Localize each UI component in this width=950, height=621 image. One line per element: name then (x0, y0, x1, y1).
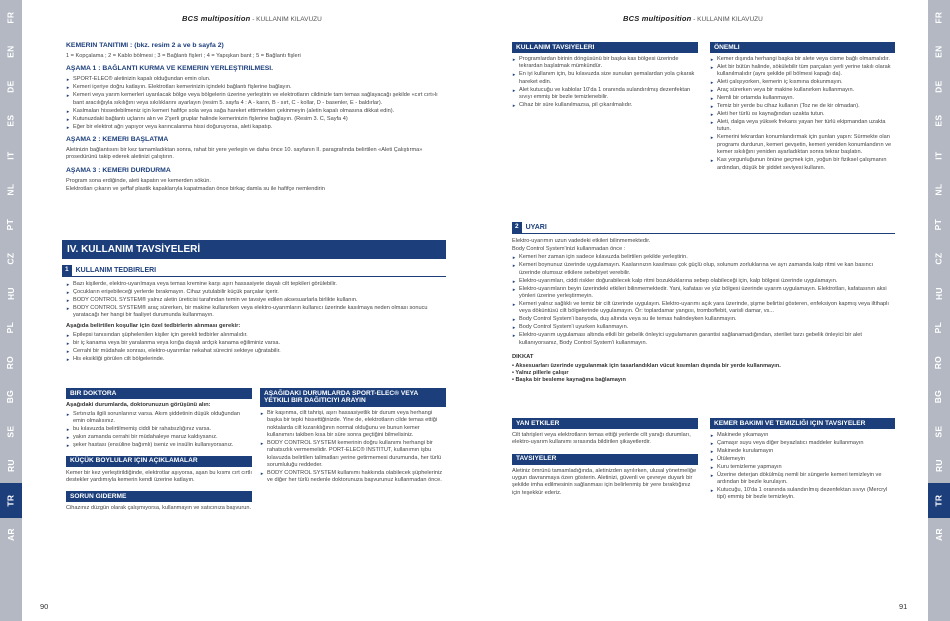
lang-tab-label: HU (933, 286, 944, 300)
lang-tab-se[interactable] (0, 414, 22, 449)
lang-tab-de[interactable] (0, 69, 22, 104)
lang-tab-label: RU (5, 459, 16, 473)
lang-tab-fr[interactable] (928, 0, 950, 35)
page-header-left (182, 14, 322, 25)
lang-tab-label: RO (5, 355, 16, 369)
doctor-box-title: BIR DOKTORA (66, 388, 252, 399)
usage-list (512, 56, 698, 109)
page-header-right (623, 14, 763, 25)
section-header-warning (512, 222, 895, 234)
list-item: ► Bazı kişilerde, elektro-uyarılmaya veya temas kremine karşı aşırı hassasiyete dayalı cilt tepkileri görülebilir. (66, 281, 446, 288)
lang-tab-cz[interactable] (928, 242, 950, 277)
lang-tab-tr[interactable] (0, 483, 22, 518)
list-item: ► Cihaz bir süre kullanılmazsa, pil çıkarılmalıdır. (512, 102, 698, 109)
lang-tab-pt[interactable] (0, 207, 22, 242)
troubleshoot-box-title: SORUN GIDERME (66, 491, 252, 502)
lang-tab-hu[interactable] (928, 276, 950, 311)
list-item: ► Eğer bir elektrot ağrı yapıyor veya karıncalanma hissi doğuruyorsa, aleti kapatıp. (66, 124, 446, 131)
list-item: ► Kemeri veya yarım kemerleri uyarılacak bölge veya bölgelerin üzerine yerleştirin ve elektrotların cildinizle tam temas sağlayacağı şekilde «cırt cırt»lı bant aracılığıyla sıkılığını veya sıkılıklarını ayarlayın (resim 5. sayfa 4 : A - karın, B - sırt, C - kollar, D - basenler, E - baldırlar). (66, 92, 446, 107)
list-item: ► Elektro-uyarım uygulaması altında etkili bir gebelik önleyici uygulamanın garantisi sağlanamadığından, steriliet tarzı gebelik önleyici bir alet kullanıyorsanız, Body Control System'i kullanmayın. (512, 332, 895, 347)
precautions-list (62, 281, 446, 320)
lang-tab-de[interactable] (928, 69, 950, 104)
section-title: UYARI (525, 223, 547, 231)
lang-tab-label: SE (933, 425, 944, 438)
language-tabs-right (928, 0, 950, 621)
caution-line: • Yalnız pillerle çalışır (512, 370, 569, 376)
doctor-subtitle: Aşağıdaki durumlarda, doktorunuzun görüşünü alın: (66, 401, 211, 408)
list-item: ► Kemeri boynunuz üzerinde uygulamayın. Kaslarınızın kasılması çok güçlü olup, solunum zorluklarına ve ayrı zamanda kalp ritmi ve kan basıncı üzerinde olumsuz etkilere sebebiyet verebilir. (512, 262, 895, 277)
lang-tab-label: AR (5, 528, 16, 542)
list-item: ► Kutucuğu, 10'da 1 oranında sulandırılmış dezenfektan sıvıyı (Mercryl tipi) emmiş bir bezle temizleyin. (710, 487, 895, 502)
list-item: ► Body Control System'i uyurken kullanmayın. (512, 324, 895, 331)
list-item: ► Body Control System'i banyoda, duş altında veya su ile temas halindeyken kullanmayın. (512, 316, 895, 323)
list-item: ► Aleti çalışıyorken, kemerin iç kısmına dokunmayın. (710, 79, 895, 86)
list-item: ► Makinede kurulamayın (710, 448, 895, 455)
conditions-title: Aşağıda belirtilen koşullar için özel tedbirlerin alınması gerekir: (66, 323, 241, 330)
left-page-main (66, 42, 446, 194)
brand-logo: BCS multiposition (182, 14, 251, 23)
lang-tab-label: AR (933, 528, 944, 542)
lang-tab-ro[interactable] (0, 345, 22, 380)
lang-tab-label: NL (933, 183, 944, 196)
list-item: ► En iyi kullanım için, bu kılavuzda size sunulan şemalardan yola çıkarak hareket edin. (512, 71, 698, 86)
conditions-list (62, 332, 446, 363)
care-box-title: KEMER BAKIMI VE TEMIZLIĞI IÇIN TAVSIYELER (710, 418, 895, 429)
usage-box-title: KULLANIM TAVSIYELERI (512, 42, 698, 53)
list-item: ► Epilepsi tanısından şüphelenilen kişiler için gerekli tedbirler alınmalıdır. (66, 332, 446, 339)
lang-tab-it[interactable] (0, 138, 22, 173)
step1-title: AŞAMA 1 : BAĞLANTI KURMA VE KEMERIN YERLEŞTIRILMESI. (66, 65, 274, 73)
lang-tab-label: HU (5, 286, 16, 300)
page-number-right: 91 (899, 602, 908, 611)
lang-tab-pl[interactable] (928, 311, 950, 346)
section-header-precautions (62, 265, 446, 277)
side-effects-box-title: YAN ETKILER (512, 418, 698, 429)
right-lower-col-2 (710, 418, 895, 502)
left-lower-col-2 (260, 388, 446, 485)
lang-tab-label: PL (5, 322, 16, 334)
lang-tab-en[interactable] (0, 35, 22, 70)
lang-tab-pl[interactable] (0, 311, 22, 346)
language-tabs-left (0, 0, 22, 621)
left-lower-col-1 (66, 388, 252, 514)
page-number-left: 90 (40, 602, 49, 611)
lang-tab-nl[interactable] (928, 173, 950, 208)
step1-list (66, 76, 446, 131)
lang-tab-ru[interactable] (0, 449, 22, 484)
caution-text: Yalnız pillerle çalışır (515, 370, 569, 376)
list-item: ► Kaslmaları hissedebilmeniz için kemeri hafifçe sola veya sağa hareket ettirmekten çekinmeyin (aletin kapalı olmasına dikkat edin). (66, 108, 446, 115)
lang-tab-label: PL (933, 322, 944, 334)
lang-tab-se[interactable] (928, 414, 950, 449)
list-item: ► Kemeri yalnız sağlıklı ve temiz bir cilt üzerinde uygulayın. Elektro-uyarımı açık yara üzerinde, şişme belirtisi gösteren, enfeksiyon kapmış veya iltihaplı veya döküntüsü cilt bölgelerinde uygulamayın. Ör: toplardamar yangısı, tromboflebit, varisli damar, vs... (512, 301, 895, 316)
lang-tab-label: TR (5, 494, 16, 507)
list-item: ► Araç sürerken veya bir makine kullanırken kullanmayın. (710, 87, 895, 94)
list-item: ► Bir kaşınma, cilt tahrişi, aşırı hassasiyetlik bir durum veya herhangi başka bir tepki hissettiğinizde. Yine de, elektrotların cilde temas ettiği noktalarda cilt kızarıklığının normal olduğunu ve bunun kemer kullanımını takiben kısa bir süre sonra geçtiğini bilmelisiniz. (260, 410, 446, 440)
caution-text: Aksesuarları üzerinde uygulanmak için tasarlandıkları vücut kısımları dışında bir yerde kullanmayın. (515, 362, 781, 369)
lang-tab-tr[interactable] (928, 483, 950, 518)
step3-text-line: Elektrotları çıkarın ve şeffaf plastik kapaklarıyla kapatmadan önce birkaç damla su ile hafifçe nemlendirin (66, 185, 325, 192)
list-item: ► bir iç kanama veya bir yaralanma veya kırığa dayalı ardçık kanama eğiliminiz varsa. (66, 340, 446, 347)
list-item: ► Kuru temizleme yapmayın (710, 464, 895, 471)
lang-tab-label: PT (5, 218, 16, 230)
list-item: ► Kemerini tekrardan konumlandırmak için şunları yapın: Sürmekte olan programı durdurun, kemeri gevşetin, kemeri yeniden konumlandırın ve kemer sıkılığını yeniden ayarladıktan sonra tekrar başlatın. (710, 134, 895, 156)
lang-tab-label: SE (5, 425, 16, 438)
lang-tab-it[interactable] (928, 138, 950, 173)
list-item: ► Üzerine deterjan dökülmüş nemli bir süngerle kemeri temizleyin ve ardından bir bezle kurulayın. (710, 472, 895, 487)
list-item: ► Kemer dışında herhangi başka bir alete veya cisme bağlı olmamalıdır. (710, 56, 895, 63)
troubleshoot-text: Cihazınız düzgün olarak çalışmıyorsa, kullanmayın ve satıcınıza başvurun. (66, 505, 251, 512)
list-item: ► Elektro-uyarımların beyin üzerindeki etkileri bilinmemektedir. Yani, kafatası ve yüz bölgesi üzerinde uyarım uygulamayın. Elektrotları, kafatasının aksi yönleri üzerine yerleştirmeyin. (512, 286, 895, 301)
lang-tab-es[interactable] (0, 104, 22, 139)
lang-tab-fr[interactable] (0, 0, 22, 35)
lang-tab-hu[interactable] (0, 276, 22, 311)
caution-text: Başka bir besleme kaynağına bağlamayın (515, 377, 626, 384)
lang-tab-label: FR (5, 11, 16, 24)
list-item: ► Kutunuzdaki bağlantı uçlarını alın ve 2'şerli gruplar halinde kemerinizin fişlerine bağlayın. (Resim 3. C, Sayfa 4) (66, 116, 446, 123)
step3-text-line: Program sona erdiğinde, aleti kapatın ve kemerden sökün. (66, 177, 211, 184)
lang-tab-label: ES (933, 114, 944, 127)
lang-tab-label: BG (933, 390, 944, 404)
lang-tab-pt[interactable] (928, 207, 950, 242)
warning-intro-line: Elektro-uyarımın uzun vadedeki etkileri bilinmemektedir. (512, 237, 651, 244)
list-item: ► His eksikliği görülen cilt bölgelerinde. (66, 356, 446, 363)
lang-tab-ru[interactable] (928, 449, 950, 484)
right-col-important (710, 42, 895, 172)
list-item: ► BODY CONTROL SYSTEM® araç sürerken, bir makine kullanırken veya elektro-uyarımların kullanıcı üzerinde kasılmaya neden olması sonucu yaratacağı her hangi bir faaliyet durumunda kullanmayın. (66, 305, 446, 320)
lang-tab-nl[interactable] (0, 173, 22, 208)
recommendations-box-title: TAVSIYELER (512, 454, 698, 465)
lang-tab-label: BG (5, 390, 16, 404)
lang-tab-label: TR (933, 494, 944, 507)
list-item: ► Temiz bir yerde bu cihaz kullanın (Toz ne de kir olmadan). (710, 103, 895, 110)
lang-tab-label: ES (5, 114, 16, 127)
lang-tab-es[interactable] (928, 104, 950, 139)
list-item: ► bu kılavuzda belirtilmemiş ciddi bir rahatsızlığınız varsa. (66, 426, 252, 433)
list-item: ► Çocukların erişebileceği yerlerde bırakmayın. Cihaz yutulabilir küçük parçalar içerir. (66, 289, 446, 296)
list-item: ► Aleti, dalga veya yüksek frekans yayan her türlü ekipmandan uzakta tutun. (710, 119, 895, 134)
caution-line: • Başka bir besleme kaynağına bağlamayın (512, 377, 626, 384)
lang-tab-label: EN (933, 45, 944, 58)
header-subtitle: - KULLANIM KILAVUZU (250, 16, 322, 23)
children-text: Kemer bir kez yerleştirildiğinde, elektrotlar aşıyorsa, aşan bu kısmı cırt cırtlı destekler yardımıyla kemerin kendi üzerine katlayın. (66, 469, 252, 484)
caution-title: DIKKAT (512, 353, 534, 360)
brand-logo: BCS multiposition (623, 14, 692, 23)
list-item: ► Programlardan birinin döngüsünü bir başka kas bölgesi üzerinde tekrardan başlatmak mümkündür. (512, 56, 698, 71)
list-item: ► Nemli bir ortamda kullanmayın. (710, 95, 895, 102)
list-item: ► Elektro-uyarımları, ciddi riskler doğurabilecek kalp ritmi bozukluklarına sebep olabileceği için, kalp bölgesi üzerinde uygulamayın. (512, 278, 895, 285)
chapter-title: IV. KULLANIM TAVSİYELERİ (62, 240, 446, 259)
list-item: ► Kemeri her zaman için sadece kılavuzda belirtilen şekilde yerleştirin. (512, 254, 895, 261)
contact-box-title: AŞAĞIDAKI DURUMLARDA SPORT-ELEC® VEYA YETKILI BIR DAĞITICIYI ARAYIN (260, 388, 446, 407)
lang-tab-ar[interactable] (928, 518, 950, 553)
right-col-usage (512, 42, 698, 110)
list-item: ► SPORT-ELEC® aletinizin kapalı olduğundan emin olun. (66, 76, 446, 83)
lang-tab-label: EN (5, 45, 16, 58)
lang-tab-en[interactable] (928, 35, 950, 70)
list-item: ► Sırtınızla ilgili sorunlarınız varsa. Akım şiddetinin düşük olduğundan emin olmalısınız. (66, 411, 252, 426)
important-list (710, 56, 895, 172)
list-item: ► BODY CONTROL SYSTEM® yalnız aletin üreticisi tarafından temin ve tavsiye edilen aksesuarlarla birlikte kullanın. (66, 297, 446, 304)
list-item: ► Çamaşır suyu veya diğer beyazlatıcı maddeler kullanmayın (710, 440, 895, 447)
lang-tab-label: NL (5, 183, 16, 196)
lang-tab-label: IT (5, 151, 16, 160)
lang-tab-label: DE (933, 80, 944, 93)
lang-tab-label: CZ (5, 252, 16, 265)
lang-tab-label: DE (5, 80, 16, 93)
list-item: ► BODY CONTROL SYSTEM kullanımı hakkında olabilecek şüpheleriniz ve diğer her türlü nedenle doktorunuza başvurunuz kullanmadan önce. (260, 470, 446, 485)
caution-line: • Aksesuarları üzerinde uygulanmak için tasarlandıkları vücut kısımları dışında bir yerde kullanmayın. (512, 362, 781, 369)
list-item: ► Aleti her türlü ısı kaynağından uzakta tutun. (710, 111, 895, 118)
lang-tab-label: CZ (933, 252, 944, 265)
lang-tab-label: RU (933, 459, 944, 473)
lang-tab-bg[interactable] (0, 380, 22, 415)
recommendations-text: Aletiniz ömrünü tamamladığında, aletinizden ayrılırken, ulusal yönetmeliğe uygun davranmaya özen gösterin. Aletinizi, güvenli ve çevreye duyarlı bir şekilde imha edilmesinin sağlanması için belirlenmiş bir yere bıraktığınız için teşekkür ederiz. (512, 467, 697, 496)
list-item: ► Alet bir bütün halinde, sökülebilir tüm parçaları yerli yerine takılı olarak kullanılmalıdır (aynı şekilde pil bölmesi kapağı da). (710, 64, 895, 79)
lang-tab-label: IT (933, 151, 944, 160)
belt-description-title: KEMERIN TANITIMI : (bkz. resim 2 a ve b sayfa 2) (66, 42, 224, 49)
left-page-advice (62, 233, 446, 364)
right-lower-col-1 (512, 418, 698, 498)
important-box-title: ÖNEMLI (710, 42, 895, 53)
side-effects-text: Cilt tahrişleri veya elektrotların temas ettiği yerlerde cilt yanığı durumları, elektro-uyarım kullanımı sırasında bildirilen şikayetlerdir. (512, 431, 691, 446)
lang-tab-label: FR (933, 11, 944, 24)
doctor-list (66, 411, 252, 450)
contact-list (260, 410, 446, 485)
section-number: 1 (62, 265, 72, 276)
step2-title: AŞAMA 2 : KEMERI BAŞLATMA (66, 135, 169, 143)
header-subtitle: - KULLANIM KILAVUZU (691, 16, 763, 23)
lang-tab-label: PT (933, 218, 944, 230)
lang-tab-ro[interactable] (928, 345, 950, 380)
belt-description-text: 1 = Kopçalama ; 2 = Kablo bölmesi ; 3 = Bağlantı fişleri ; 4 = Yapışkan bant ; 5 = Bağlantı fişleri (66, 52, 301, 59)
lang-tab-cz[interactable] (0, 242, 22, 277)
section-title: KULLANIM TEDBIRLERI (75, 266, 157, 274)
section-number: 2 (512, 222, 522, 233)
warning-intro-line: Body Control System'inizi kullanmadan önce : (512, 245, 626, 252)
list-item: ► Kemeri içeriye doğru katlayın. Elektrotları kemerinizin içindeki bağlantı fişlerine bağlayın. (66, 84, 446, 91)
right-warning-section (512, 222, 895, 385)
lang-tab-ar[interactable] (0, 518, 22, 553)
list-item: ► yakın zamanda cerrahi bir müdahaleye maruz kaldıysanız. (66, 434, 252, 441)
list-item: ► Kas yorgunluğunun önüne geçmek için, yoğun bir fiziksel çalışmanın ardından, düşük bir şiddet seviyesi kullanın. (710, 157, 895, 172)
list-item: ► BODY CONTROL SYSTEM kemerinin doğru kullanımı herhangi bir rahatsızlık vermemelidir. PORT-ELEC® INSTITUT, kullanımın işbu kılavuzda belirtilen talimatları yerine getirmemesi durumunda, her türlü sorumluluğu reddeder. (260, 440, 446, 470)
list-item: ► Makinede yıkamayın (710, 432, 895, 439)
care-list (710, 432, 895, 502)
list-item: ► Cerrahi bir müdahale sonrası, elektro-uyarımlar nekahat sürecini sekteye uğratabilir. (66, 348, 446, 355)
warning-list (512, 254, 895, 347)
step2-text: Aletinizin bağlantısını bir kez tamamladıktan sonra, rahat bir yere yerleşin ve daha önce 10. sayfanın II. paragrafında belirtilen «Aleti Çalıştırma» prosedürünü takip ederek aletinizi çalıştırın. (66, 146, 423, 161)
list-item: ► Ütülemeyin (710, 456, 895, 463)
step3-title: AŞAMA 3 : KEMERI DURDURMA (66, 166, 171, 174)
list-item: ► Alet kutucuğu ve kablolar 10'da 1 oranında sulandırılmış dezenfektan sıvıyı emmiş bir bezle temizlenebilir. (512, 87, 698, 102)
lang-tab-bg[interactable] (928, 380, 950, 415)
lang-tab-label: RO (933, 355, 944, 369)
children-box-title: KÜÇÜK BOYLULAR IÇIN AÇIKLAMALAR (66, 456, 252, 467)
list-item: ► şeker hastası (ensüline bağımlı) iseniz ve insülin kullanıyorsanız. (66, 442, 252, 449)
